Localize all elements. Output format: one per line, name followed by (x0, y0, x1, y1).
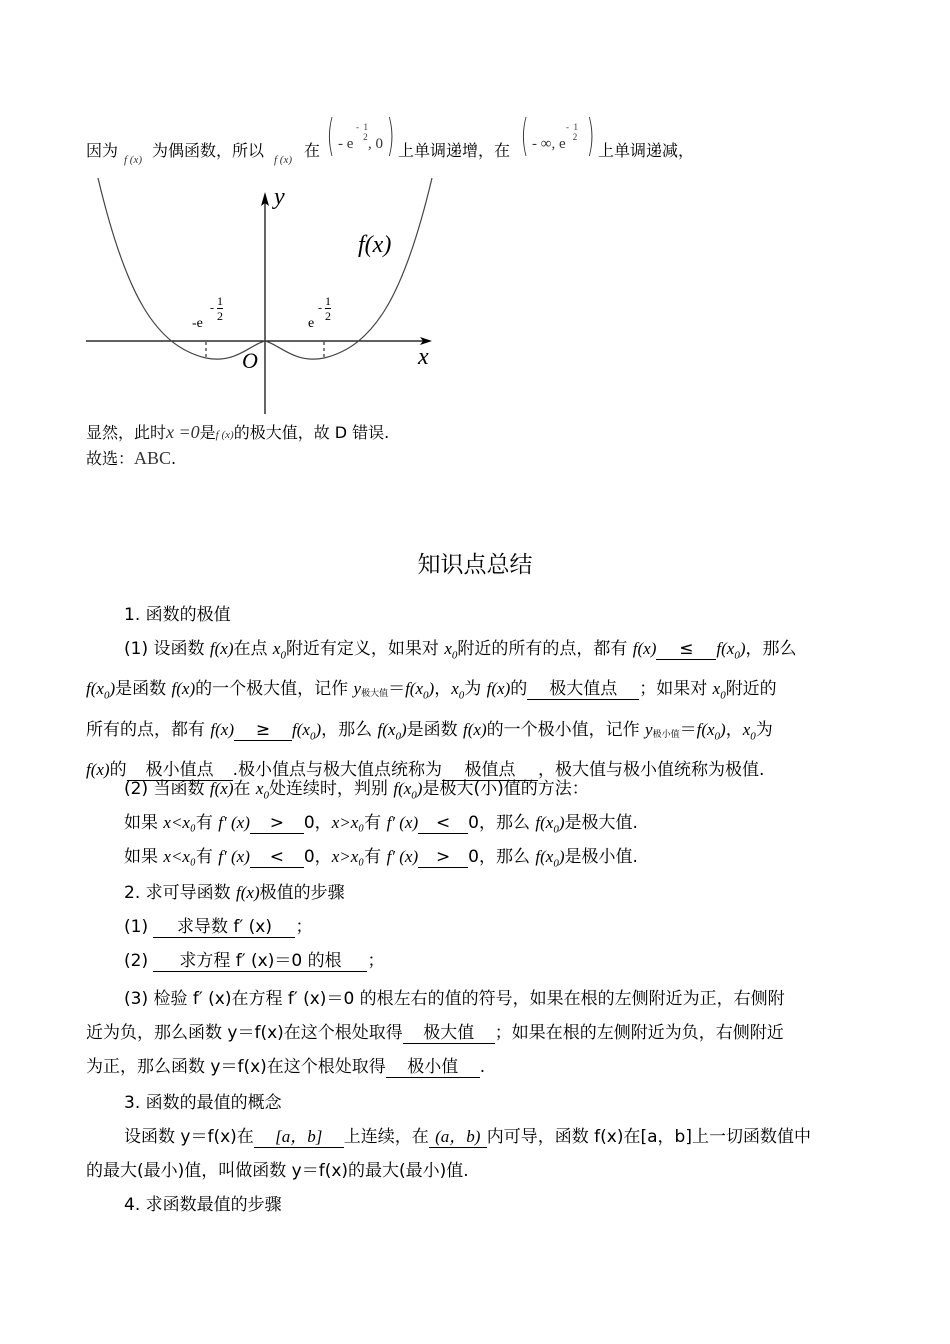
blank-closed-interval: [a，b] (254, 1127, 344, 1148)
intro-text-2: 为偶函数，所以 (152, 141, 265, 160)
curve-label: f(x) (358, 232, 392, 258)
graph-svg (86, 176, 446, 416)
right-tick-label: e (308, 316, 315, 331)
blank-max-point: 极大值点 (527, 679, 639, 700)
conclusion-math-1: x =0 (166, 422, 200, 442)
s4-heading: 4. 求函数最值的步骤 (124, 1195, 282, 1215)
exp-sign: - (210, 300, 214, 315)
blank-derivative: 求导数 f′ (x) (153, 917, 295, 938)
x-axis-label: x (418, 344, 429, 370)
interval-2-left: - ∞, e (532, 136, 566, 152)
y-axis-label: y (274, 184, 285, 210)
blank-min: 极小值 (386, 1057, 480, 1078)
exp-den: 2 (325, 309, 331, 323)
conclusion-line-1 (86, 420, 389, 443)
left-tick-exponent (210, 294, 223, 323)
conclusion-text-2: 是 (199, 423, 216, 442)
s2-step3-line3: 为正，那么函数 y＝f(x)在这个根处取得 极小值 . (86, 1057, 486, 1077)
intro-text-3: 在 (304, 141, 321, 160)
section-title: 知识点总结 (417, 552, 533, 578)
intro-fx-2: f (x) (274, 154, 293, 166)
conclusion-text-1: 显然，此时 (86, 423, 167, 442)
s3-line1: 设函数 y＝f(x)在 [a，b] 上连续，在 (a，b) 内可导，函数 f(x)在[a，b]上一切函数值中 (124, 1127, 811, 1147)
exp-num: 1 (325, 294, 331, 308)
right-tick-exponent (318, 294, 331, 323)
s3-heading: 3. 函数的最值的概念 (124, 1093, 282, 1113)
s3-line2: 的最大(最小)值，叫做函数 y＝f(x)的最大(最小)值. (86, 1161, 469, 1181)
conclusion-text-3: 的极大值，故 D 错误. (233, 423, 390, 442)
exp-den: 2 (217, 309, 223, 323)
conclusion-fx: f (x) (215, 429, 234, 441)
left-paren-icon: ( (520, 110, 529, 161)
interval-2 (516, 110, 533, 161)
blank-lt: < (250, 847, 304, 868)
s1-p1-line3: 所有的点，都有 $f(x) \ge f(x_0)$，那么 $f(x_0)$是函数 f(x)的一个极小值，记作 y极小值$=f(x_0)$，$x_0$为 (86, 719, 773, 743)
right-paren-icon: ) (386, 110, 395, 161)
exp-sign: - (318, 300, 322, 315)
s2-step3-line1: (3) 检验 f′ (x)在方程 f′ (x)＝0 的根左右的值的符号，如果在根的左侧附近为正，右侧附 (124, 989, 785, 1009)
blank-extreme-point: 极值点 (442, 760, 538, 781)
s2-step-3 (86, 982, 866, 1084)
interval-1-exponent: - 1 2 (356, 122, 368, 142)
interval-1-left: - e (338, 136, 354, 152)
s1-paragraph-2: (2) 当函数 f(x)在 $x_0$处连续时，判别 $f(x_0)$是极大(小)值的方法： (124, 779, 589, 802)
s1-paragraph-3: 如果 x<x₀有 f′ (x) > 0，x>x₀有 f′ (x) < 0，那么 $f(x_0)$是极大值. (124, 813, 638, 836)
interval-2-close (582, 110, 599, 161)
answer-period: . (171, 449, 177, 468)
interval-1-close (382, 110, 399, 161)
blank-le: ≤ (656, 639, 716, 660)
blank-open-interval: (a，b) (429, 1127, 487, 1148)
left-paren-icon: ( (326, 110, 335, 161)
s1-p1-line1: (1) 设函数 f(x)在点 $x_0$附近有定义，如果对 $x_0$附近的所有的点，都有 $f(x) \le f(x_0)$，那么 (124, 639, 797, 662)
intro-text-1: 因为 (86, 141, 119, 160)
s2-heading: 2. 求可导函数 f(x)极值的步骤 (124, 883, 345, 903)
s2-step-1: (1) 求导数 f′ (x) ； (124, 917, 313, 937)
blank-lt: < (418, 813, 468, 834)
blank-max: 极大值 (403, 1023, 495, 1044)
interval-1-right: , 0 (368, 136, 383, 152)
blank-gt: > (418, 847, 468, 868)
s1-heading: 1. 函数的极值 (124, 605, 231, 625)
s1-paragraph-1 (86, 632, 866, 787)
origin-label: O (242, 348, 258, 373)
answer-label: 故选： (86, 449, 135, 468)
s1-paragraph-4: 如果 x<x₀有 f′ (x) < 0，x>x₀有 f′ (x) > 0，那么 $f(x_0)$是极小值. (124, 847, 638, 870)
s2-step3-line2: 近为负，那么函数 y＝f(x)在这个根处取得 极大值 ；如果在根的左侧附近为负，右侧附近 (86, 1023, 784, 1043)
intro-text-4: 上单调递增，在 (398, 141, 511, 160)
left-tick-label: -e (192, 316, 203, 331)
blank-root: 求方程 f′ (x)＝0 的根 (153, 951, 367, 972)
exp-num: 1 (217, 294, 223, 308)
blank-min-point: 极小值点 (127, 760, 233, 781)
function-graph (86, 176, 446, 416)
s1-p1-line4: f(x)的 极小值点 .极小值点与极大值点统称为 极值点 ，极大值与极小值统称为极值. (86, 760, 765, 781)
interval-1 (322, 110, 339, 161)
intro-text-5: 上单调递减， (598, 141, 695, 160)
s2-step-2: (2) 求方程 f′ (x)＝0 的根 ； (124, 951, 385, 971)
s1-p1-line2: $f(x_0)$是函数 f(x)的一个极大值，记作 y极大值$=f(x_0)$，$x_0$为 f(x)的 极大值点 ；如果对 $x_0$附近的 (86, 679, 777, 702)
blank-gt: > (250, 813, 304, 834)
answer-value: ABC (134, 448, 172, 468)
conclusion-line-2 (86, 446, 176, 469)
right-paren-icon: ) (586, 110, 595, 161)
intro-fx-1: f (x) (124, 154, 143, 166)
s3-paragraph (86, 1120, 866, 1188)
blank-ge: ≥ (234, 720, 292, 741)
interval-2-exponent: - 1 2 (566, 122, 578, 142)
